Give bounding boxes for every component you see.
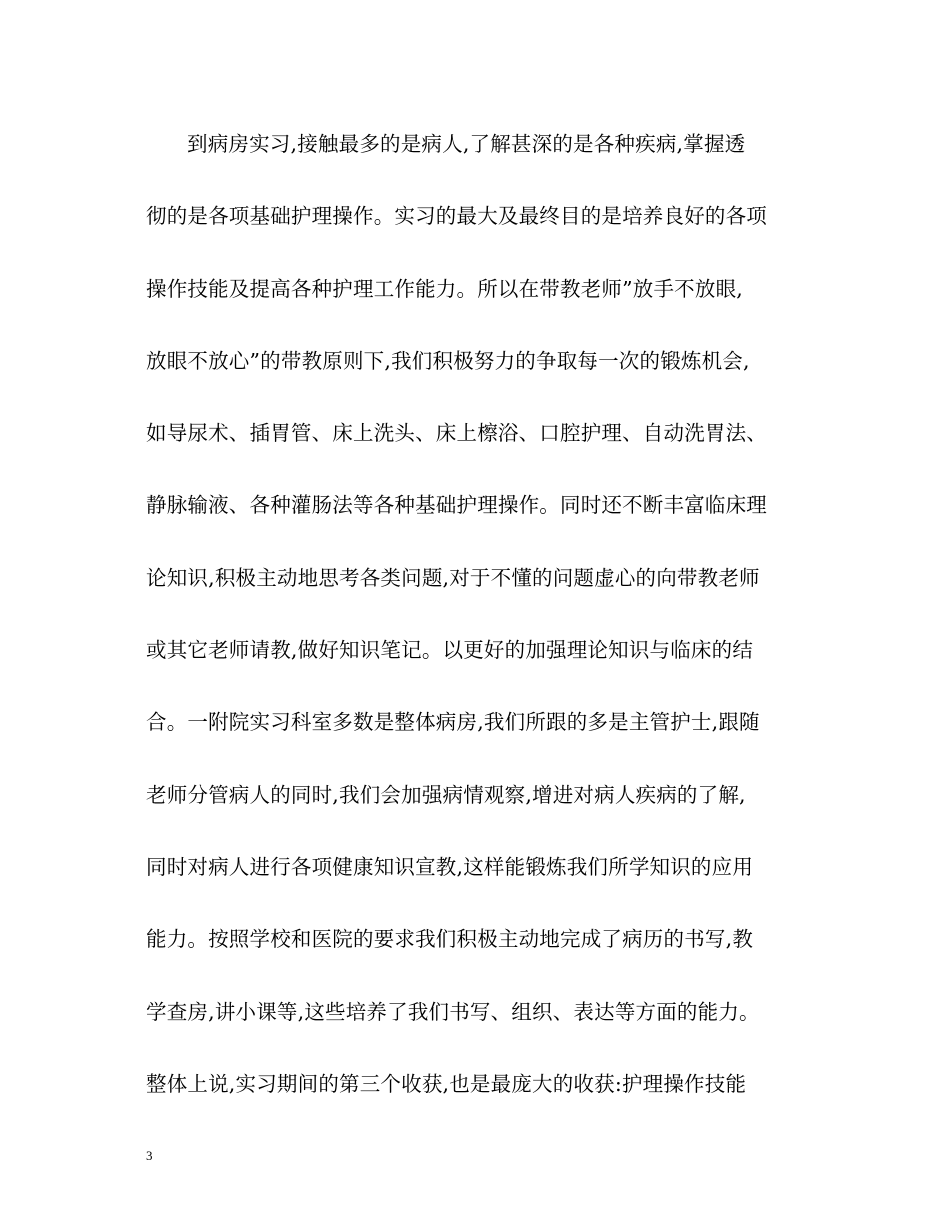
text-line: 或其它老师请教,做好知识笔记。以更好的加强理论知识与临床的结 <box>146 638 754 663</box>
text-line: 老师分管病人的同时,我们会加强病情观察,增进对病人疾病的了解, <box>146 782 746 807</box>
text-line: 放眼不放心”的带教原则下,我们积极努力的争取每一次的锻炼机会, <box>146 348 750 373</box>
text-line: 静脉输液、各种灌肠法等各种基础护理操作。同时还不断丰富临床理 <box>146 493 767 518</box>
text-line: 学查房,讲小课等,这些培养了我们书写、组织、表达等方面的能力。 <box>146 999 760 1024</box>
text-line: 整体上说,实习期间的第三个收获,也是最庞大的收获:护理操作技能 <box>146 1071 747 1096</box>
body-paragraph <box>146 122 806 1134</box>
text-line: 如导尿术、插胃管、床上洗头、床上檫浴、口腔护理、自动洗胃法、 <box>146 421 767 446</box>
text-line: 彻的是各项基础护理操作。实习的最大及最终目的是培养良好的各项 <box>146 204 767 229</box>
text-line: 操作技能及提高各种护理工作能力。所以在带教老师”放手不放眼, <box>146 276 743 301</box>
text-line: 到病房实习,接触最多的是病人,了解甚深的是各种疾病,掌握透 <box>187 132 746 156</box>
text-line: 同时对病人进行各项健康知识宣教,这样能锻炼我们所学知识的应用 <box>146 854 754 879</box>
text-line: 论知识,积极主动地思考各类问题,对于不懂的问题虚心的向带教老师 <box>146 565 760 590</box>
page-number: 3 <box>146 1148 153 1163</box>
text-line: 合。一附院实习科室多数是整体病房,我们所跟的多是主管护士,跟随 <box>146 710 760 735</box>
text-line: 能力。按照学校和医院的要求我们积极主动地完成了病历的书写,教 <box>146 927 754 952</box>
